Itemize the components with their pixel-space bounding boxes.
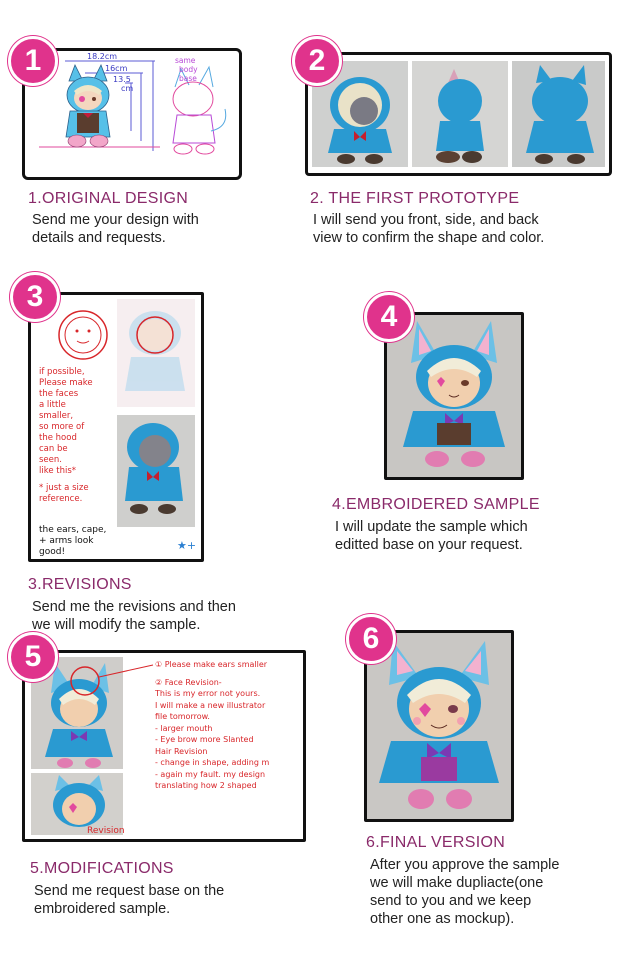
note-line: seen. [39,455,62,465]
step-6-desc [370,856,559,928]
note-line: - again my fault. my design [155,769,266,779]
revision-notes [39,367,117,505]
step-5-title: 5.MODIFICATIONS [30,860,174,877]
step-1-title: 1.ORIGINAL DESIGN [28,190,189,207]
character-colored [66,65,110,147]
step-4-desc [335,518,528,554]
note-line: smaller, [39,411,74,421]
dim-label-1: 18.2cm [87,52,118,61]
note-line: the ears, cape, [39,525,107,535]
desc-line: Send me the revisions and then [32,599,236,615]
desc-line: I will update the sample which [335,519,528,535]
note-same: same [175,56,196,65]
note-line: + arms look [39,536,94,546]
note-line: ② Face Revision- [155,677,222,687]
note-base: base [179,74,197,83]
modification-notes [155,659,305,792]
note-line: This is my error not yours. [155,689,261,698]
note-line: translating how 2 shaped [155,781,257,790]
first-prototype-photos [308,55,609,173]
step-1-desc [32,211,199,247]
desc-line: embroidered sample. [34,901,171,917]
note-line: - change in shape, adding m [155,758,270,767]
dim-label-4: cm [121,84,134,93]
step-4-badge: 4 [364,292,414,342]
svg-text:★+: ★+ [177,539,197,552]
embroidered-sample-photo [387,315,521,477]
step-2-title: 2. THE FIRST PROTOTYPE [310,190,520,207]
step-2-badge: 2 [292,36,342,86]
desc-line: we will modify the sample. [32,617,201,633]
step-1-badge: 1 [8,36,58,86]
note-line: the faces [39,389,79,399]
desc-line: view to confirm the shape and color. [313,230,545,246]
desc-line: editted base on your request. [335,537,523,553]
desc-line: other one as mockup). [370,911,515,927]
desc-line: Send me request base on the [34,883,225,899]
desc-line: details and requests. [32,230,166,246]
note-line: if possible, [39,367,85,377]
step-5-desc [34,882,224,918]
final-version-photo [367,633,511,819]
prototype-front [328,77,392,164]
note-line: can be [39,444,68,454]
step-4-frame [384,312,524,480]
step-6-title: 6.FINAL VERSION [366,834,506,851]
desc-line: I will send you front, side, and back [313,212,539,228]
step-6-badge: 6 [346,614,396,664]
dim-label-2: 16cm [105,64,128,73]
revision-bottom-notes [39,525,129,558]
step-3-badge: 3 [10,272,60,322]
step-6-frame [364,630,514,822]
note-line: - larger mouth [155,723,213,733]
step-5-badge: 5 [8,632,58,682]
dim-label-3: 13.5 [113,75,131,84]
step-3-desc [32,598,236,634]
note-line: Hair Revision [155,746,208,756]
step-2-frame [305,52,612,176]
note-line: a little [39,400,66,410]
original-design-sketch [25,51,239,177]
note-line: the hood [39,433,77,443]
desc-line: Send me your design with [32,212,199,228]
note-line: like this* [39,466,77,476]
note-line: ① Please make ears smaller [155,660,268,669]
step-5-frame [22,650,306,842]
step-3-frame [28,292,204,562]
step-3-title: 3.REVISIONS [28,576,132,593]
desc-line: send to you and we keep [370,893,532,909]
note-line: good! [39,547,66,557]
note-line: reference. [39,494,83,504]
desc-line: we will make dupliacte(one [370,875,544,891]
desc-line: After you approve the sample [370,857,560,873]
note-line: - Eye brow more Slanted [155,735,254,744]
note-line: so more of [39,422,85,432]
note-line: * just a size [39,483,89,493]
step-4-title: 4.EMBROIDERED SAMPLE [332,496,540,513]
step-2-desc [313,211,544,247]
note-line: file tomorrow. [155,712,210,721]
note-line: Please make [39,378,93,388]
note-line: I will make a new illustrator [155,700,266,710]
revision-stamp: Revision [87,826,125,836]
note-body: body [179,65,198,74]
